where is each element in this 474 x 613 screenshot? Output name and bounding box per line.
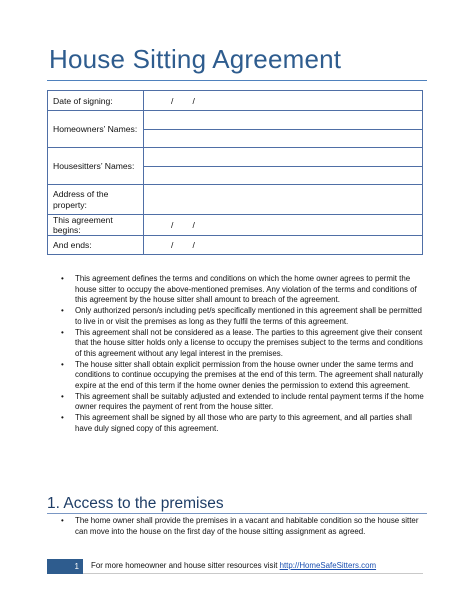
footer-text: For more homeowner and house sitter resources visit	[91, 561, 280, 570]
document-title: House Sitting Agreement	[49, 44, 342, 74]
agreement-details-table	[47, 90, 423, 255]
address-field[interactable]	[144, 185, 423, 215]
homeowners-line-2[interactable]	[144, 129, 422, 147]
section-underline	[47, 513, 427, 514]
footer-link[interactable]: http://HomeSafeSitters.com	[279, 561, 377, 570]
list-item: • Only authorized person/s including pet/s specifically mentioned in this agreement shall be permitted to live in or visit the premises as long as they fulfil the terms of this agreement.	[47, 306, 427, 327]
ends-value: / /	[171, 240, 195, 250]
begins-row	[48, 215, 423, 236]
ends-value-field[interactable]	[144, 236, 423, 255]
footer-note	[91, 561, 376, 570]
section-heading: 1. Access to the premises	[47, 495, 224, 512]
homeowners-label: Homeowners’ Names:	[48, 111, 144, 148]
list-item: • The house sitter shall obtain explicit permission from the house owner under the same terms and conditions to continue occupying the premises at the end of this term. The agreement shall naturally expire at the end of this term if the home owner denies the permission to extend this agreement.	[47, 360, 427, 392]
date-value: / /	[171, 95, 195, 106]
list-item: • This agreement shall be suitably adjusted and extended to include rental payment terms if the home owner requires the payment of rent from the house sitter.	[47, 392, 427, 413]
list-item: • This agreement shall be signed by all those who are party to this agreement, and all parties shall have duly signed copy of this agreement.	[47, 413, 427, 434]
title-underline	[47, 80, 427, 81]
ends-label: And ends:	[48, 236, 144, 255]
date-label: Date of signing:	[48, 91, 144, 111]
ends-row	[48, 236, 423, 255]
housesitters-label: Housesitters’ Names:	[48, 148, 144, 185]
housesitters-line-1[interactable]	[144, 148, 422, 166]
page-number: 1	[74, 562, 79, 571]
begins-label: This agreement begins:	[48, 215, 144, 236]
list-item: • The home owner shall provide the premises in a vacant and habitable condition so the house sitter can move into the house on the first day of the house sitting assignment as agreed.	[47, 516, 427, 537]
agreement-clauses-list	[47, 274, 427, 435]
list-item: • This agreement defines the terms and conditions on which the home owner agrees to permit the house sitter to occupy the above-mentioned premises. Any violation of the terms and conditions of this agreement by the house sitter shall amount to breach of the agreement.	[47, 274, 427, 306]
footer-divider	[83, 573, 423, 574]
housesitters-row	[48, 148, 423, 185]
homeowners-field[interactable]	[144, 111, 423, 148]
date-value-field[interactable]	[144, 91, 423, 111]
access-clauses-list	[47, 516, 427, 537]
housesitters-field[interactable]	[144, 148, 423, 185]
homeowners-row	[48, 111, 423, 148]
address-label: Address of the property:	[48, 185, 144, 215]
address-row	[48, 185, 423, 215]
homeowners-line-1[interactable]	[144, 111, 422, 129]
begins-value: / /	[171, 220, 195, 230]
list-item: • This agreement shall not be considered as a lease. The parties to this agreement give their consent that the house sitter holds only a license to occupy the premises subject to the terms and conditions of this agreement without any legal interest in the premises.	[47, 328, 427, 360]
housesitters-line-2[interactable]	[144, 166, 422, 184]
begins-value-field[interactable]	[144, 215, 423, 236]
date-row	[48, 91, 423, 111]
